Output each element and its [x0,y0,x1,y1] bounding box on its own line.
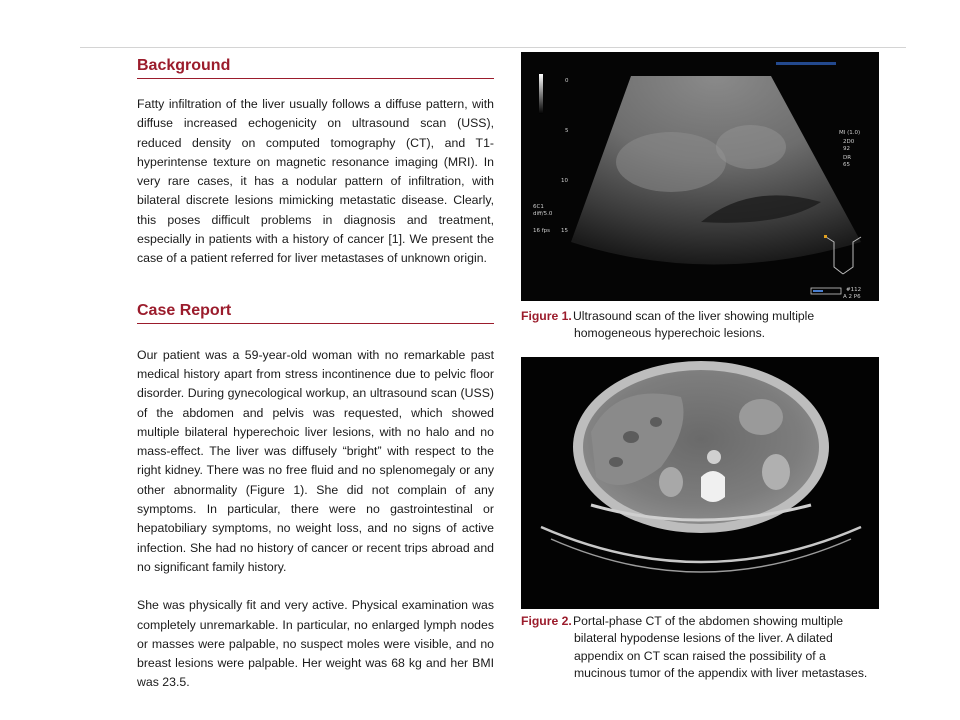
frame-number-label: #112 [846,287,862,293]
figure-2-caption-line: bilateral hypodense lesions of the liver. A dilated [574,631,833,646]
case-report-paragraph-2-clip [137,596,494,696]
right-kidney [659,467,683,497]
scale-indicator-fill [813,290,823,292]
depth-mark: 10 [561,178,568,184]
figure-2-caption-line: mucinous tumor of the appendix with liver metastases. [574,665,868,680]
ultrasound-scan-graphic [521,52,879,301]
aorta [707,450,721,464]
dr-value: 65 [843,162,850,168]
probe-position-icon [824,235,827,238]
case-report-heading-rule [137,323,494,324]
hyperechoic-lesion [716,125,786,169]
frame-rate-label: 16 fps [533,228,551,234]
text-column [137,56,494,696]
vertebra [701,471,725,502]
ct-scan-graphic [521,357,879,609]
mi-label: MI (1.0) [839,130,861,136]
gain-label: 92 [843,146,850,152]
figure-1-caption-line: homogeneous hyperechoic lesions. [574,326,766,341]
stomach [739,399,783,435]
figure-1-caption-line: Ultrasound scan of the liver showing multiple [573,309,815,323]
preset-label: A 2 P6 [843,294,861,300]
figure-2-caption-line: appendix on CT scan raised the possibility of a [574,648,826,663]
figure-2-ct-image [521,357,879,609]
mode-label: 2D0 [843,139,855,145]
background-heading: Background [137,57,231,74]
grayscale-bar [539,74,543,114]
case-report-paragraph-1: Our patient was a 59-year-old woman with no remarkable past medical history apart from stress incontinence due to pelvic floor disorder. During gynecological workup, an ultrasound scan (USS) of the abdomen and pelvis was requested, which showed multiple bilateral hyperechoic liver lesions, with no halo and no mass-effect. The liver was diffusely “bright” with respect to the right kidney. There was no free fluid and no splenomegaly or any other abnormality (Figure 1). She did not complain of any symptoms. In particular, there were no gastrointestinal or hepatobiliary symptoms, no weight loss, and no signs of active infection. She had no history of cancer or recent trips abroad and no significant family history. [137,347,494,574]
figure-2-caption [521,613,891,682]
ct-table-base [551,539,851,572]
background-paragraph: Fatty infiltration of the liver usually follows a diffuse pattern, with diffuse increased echogenicity on ultrasound scan (USS), reduced density on computed tomography (CT), and T1-hyperintense texture on magnetic resonance imaging (MRI). In very rare cases, it has a nodular pattern of infiltration, with bilateral discrete lesions mimicking metastatic disease. Clearly, this poses difficult problems in diagnosis and treatment, especially in patients with a history of cancer [1]. We present the case of a patient referred for liver metastases of unknown origin. [137,97,494,266]
figure-2-label: Figure 2. [521,614,572,628]
depth-mark: 5 [565,128,569,134]
dr-label: DR [843,155,852,161]
page-top-rule [80,47,906,48]
hyperechoic-lesion [616,132,726,192]
hypodense-lesion [609,457,623,467]
depth-mark: 15 [561,228,568,234]
figure-1-label: Figure 1. [521,309,572,323]
figure-1-ultrasound-image [521,52,879,301]
case-report-paragraph-2: She was physically fit and very active. Physical examination was completely unremarkable. In particular, no enlarged lymph nodes or masses were palpable, no suspect moles were visible, and no breast lesions were palpable. Her weight was 68 kg and her BMI was 23.5. [137,598,494,690]
figure-1-caption [521,308,891,343]
hypodense-lesion [650,417,662,427]
left-kidney [762,454,790,490]
case-report-heading: Case Report [137,301,232,319]
frequency-label: diff/5.0 [533,211,553,217]
background-heading-rule [137,78,494,79]
manufacturer-logo [776,62,836,65]
depth-mark: 0 [565,78,569,84]
hypodense-lesion [623,431,639,443]
probe-label: 6C1 [533,204,544,210]
figure-2-caption-line: Portal-phase CT of the abdomen showing multiple [573,614,844,628]
